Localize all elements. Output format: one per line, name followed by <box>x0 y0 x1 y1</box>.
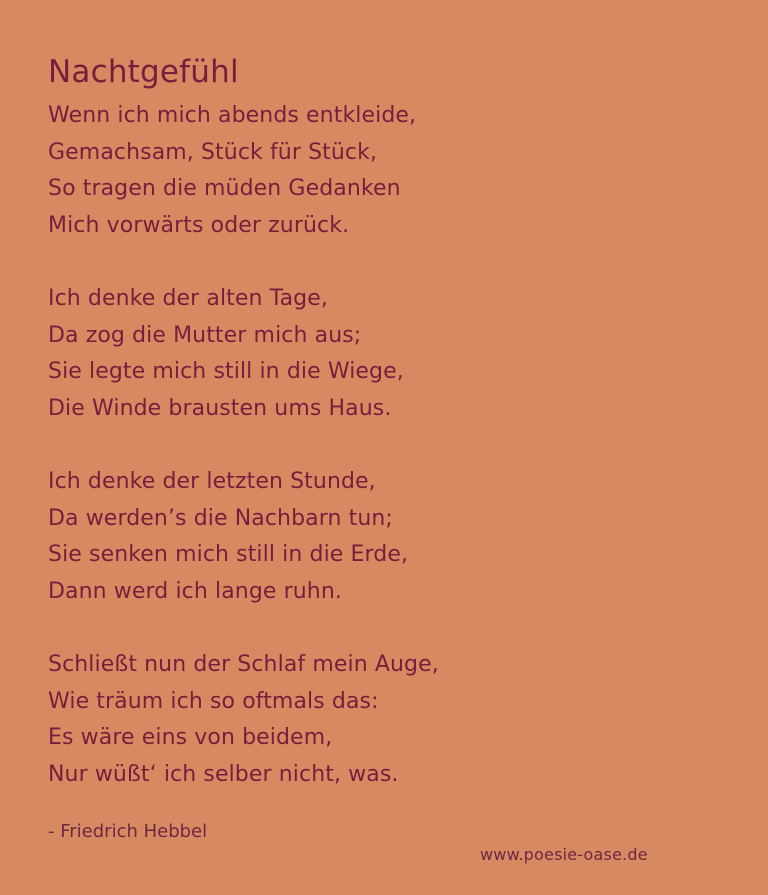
poem-line: Sie legte mich still in die Wiege, <box>48 359 404 384</box>
stanza-2 <box>48 281 728 427</box>
poem-line: Ich denke der letzten Stunde, <box>48 469 376 494</box>
poem-line: Mich vorwärts oder zurück. <box>48 212 350 238</box>
poem-author: - Friedrich Hebbel <box>48 821 208 842</box>
stanza-4 <box>48 647 728 793</box>
poem-line: Ich denke der alten Tage, <box>48 286 328 311</box>
website-url: www.poesie-oase.de <box>480 845 648 864</box>
poem-line: Nur wüßt‘ ich selber nicht, was. <box>48 761 399 787</box>
poem-line: So tragen die müden Gedanken <box>48 176 401 201</box>
poem-card <box>48 52 728 793</box>
stanza-1 <box>48 98 728 244</box>
poem-line: Wie träum ich so oftmals das: <box>48 688 379 714</box>
poem-line: Dann werd ich lange ruhn. <box>48 578 342 604</box>
poem-line: Da zog die Mutter mich aus; <box>48 322 362 348</box>
poem-line: Die Winde brausten ums Haus. <box>48 395 392 421</box>
stanza-3 <box>48 464 728 610</box>
poem-line: Gemachsam, Stück für Stück, <box>48 139 378 165</box>
poem-line: Es wäre eins von beidem, <box>48 725 333 750</box>
poem-line: Sie senken mich still in die Erde, <box>48 542 409 567</box>
poem-line: Wenn ich mich abends entkleide, <box>48 103 417 128</box>
poem-line: Schließt nun der Schlaf mein Auge, <box>48 652 439 677</box>
poem-line: Da werden’s die Nachbarn tun; <box>48 505 393 531</box>
poem-title: Nachtgefühl <box>48 54 239 90</box>
